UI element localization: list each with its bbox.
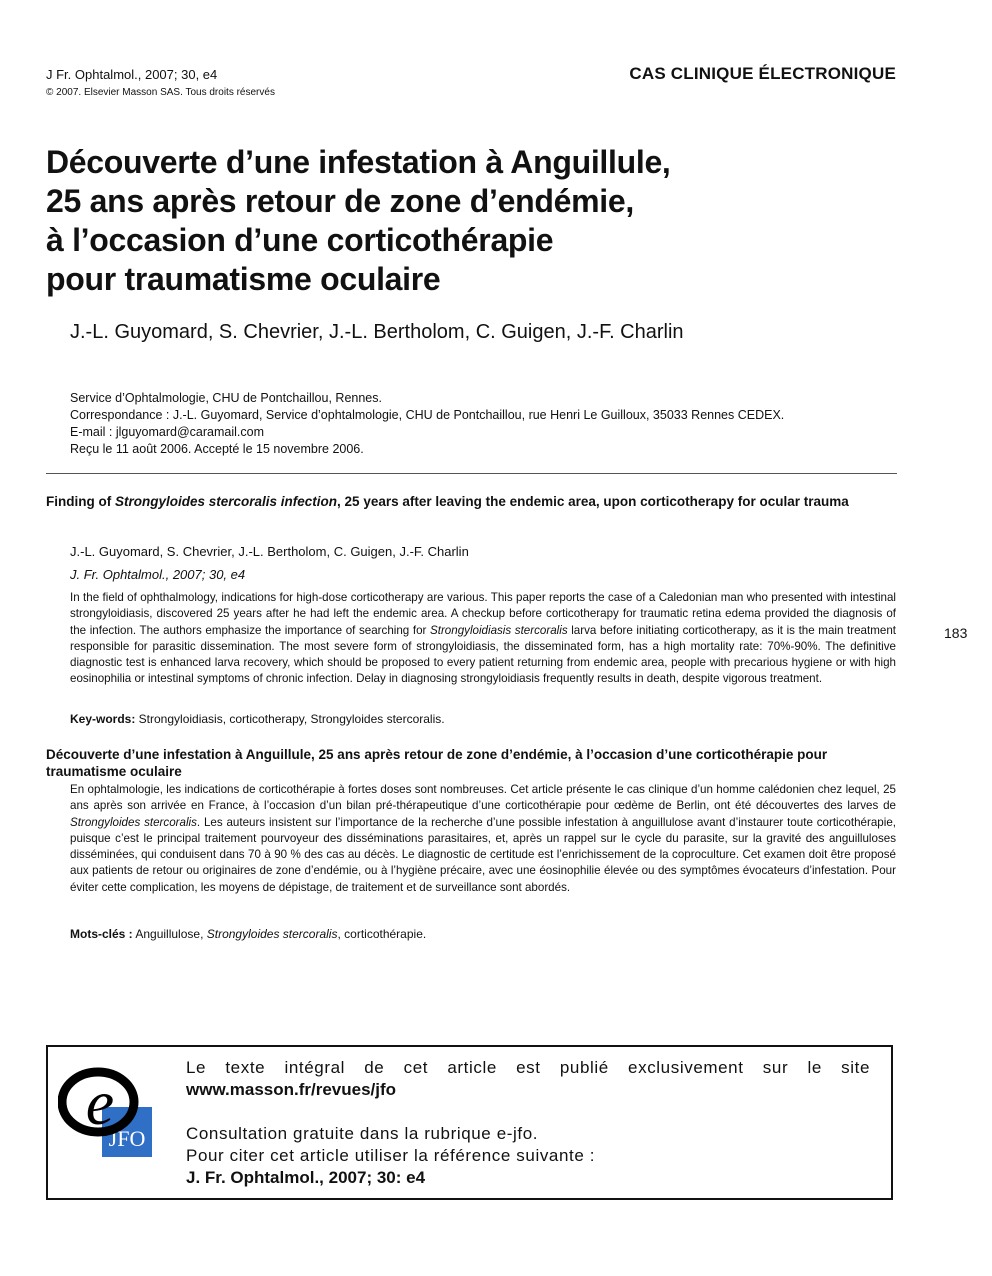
box-line-1: Le texte intégral de cet article est publié exclusivement sur le site [186, 1058, 870, 1077]
affiliation-block [70, 390, 784, 458]
title-line: pour traumatisme oculaire [46, 261, 441, 297]
french-title: Découverte d’une infestation à Anguillule, 25 ans après retour de zone d’endémie, à l’occasion d’une corticothérapie pour traumatisme oculaire [46, 747, 828, 779]
logo-e-letter: e [85, 1067, 115, 1138]
logo-jfo-text: JFO [108, 1126, 146, 1151]
box-line-3: Consultation gratuite dans la rubrique e-jfo. [186, 1124, 539, 1143]
received-dates: Reçu le 11 août 2006. Accepté le 15 novembre 2006. [70, 442, 364, 456]
title-line: Découverte d’une infestation à Anguillule, [46, 144, 671, 180]
box-reference: J. Fr. Ophtalmol., 2007; 30: e4 [186, 1168, 426, 1187]
english-abstract-part-b: larva before initiating corticotherapy, as it is the main treatment responsible for parasitic dissemination. The most severe form of strongyloidiasis, the disseminated form, has a high mortality rate: 70%-90%. The definitive diagnostic test is enhanced larva recovery, which should be proposed to every patient returning from endemic area, people with precarious hygiene or with high eosinophilia or intestinal symptoms of chronic infection. Delay in diagnosing strongyloidiasis frequently results in death, despite vigorous treatment. [70, 623, 896, 686]
page-number: 183 [944, 625, 968, 641]
keywords-label: Key-words: [70, 712, 136, 726]
english-title-post: , 25 years after leaving the endemic area, upon corticotherapy for ocular trauma [337, 494, 849, 509]
title-line: 25 ans après retour de zone d’endémie, [46, 183, 634, 219]
english-abstract-part-a: In the field of ophthalmology, indications for high-dose corticotherapy are various. This paper reports the case of a Caledonian man who presented with intestinal strongyloidiasis, discovered 25 years after he had left the endemic area. A checkup before corticotherapy for traumatic retina edema provided the diagnosis of the infection. The authors emphasize the importance of searching for [70, 591, 896, 637]
box-line-4: Pour citer cet article utiliser la référence suivante : [186, 1146, 596, 1165]
english-title-italic: Strongyloides stercoralis infection [114, 494, 338, 509]
english-abstract-italic: Strongyloidiasis stercoralis [429, 623, 568, 637]
site-link[interactable]: www.masson.fr/revues/jfo [186, 1080, 397, 1099]
english-citation: J. Fr. Ophtalmol., 2007; 30, e4 [70, 567, 246, 582]
copyright-notice: © 2007. Elsevier Masson SAS. Tous droits réservés [46, 87, 275, 98]
journal-citation: J Fr. Ophtalmol., 2007; 30, e4 [46, 67, 218, 82]
english-title [46, 493, 894, 510]
title-line: à l’occasion d’une corticothérapie [46, 222, 554, 258]
english-authors: J.-L. Guyomard, S. Chevrier, J.-L. Bertholom, C. Guigen, J.-F. Charlin [70, 544, 469, 559]
french-abstract-italic: Strongyloides stercoralis [70, 815, 197, 829]
keywords-values: Strongyloidiasis, corticotherapy, Strongyloides stercoralis. [135, 712, 445, 726]
french-abstract-part-a: En ophtalmologie, les indications de corticothérapie à fortes doses sont nombreuses. Cet article présente le cas clinique d’un homme calédonien chez lequel, 25 ans après son arrivée en France, à l’occasion d’un bilan pré-thérapeutique d’une corticothérapie pour œdème de Berlin, ont été découvertes des larves de [70, 783, 896, 813]
section-divider [46, 473, 897, 474]
affiliation-service: Service d’Ophtalmologie, CHU de Pontchaillou, Rennes. [70, 391, 382, 405]
mots-cles-part-a: Anguillulose, [132, 927, 207, 941]
french-abstract [70, 782, 896, 896]
article-rubric: CAS CLINIQUE ÉLECTRONIQUE [629, 64, 896, 83]
english-keywords [70, 711, 445, 727]
e-jfo-logo-icon [58, 1062, 158, 1162]
mots-cles-label: Mots-clés : [70, 927, 133, 941]
email: E-mail : jlguyomard@caramail.com [70, 425, 264, 439]
mots-cles-part-b: , corticothérapie. [337, 927, 427, 941]
english-abstract [70, 590, 896, 688]
box-spacer [186, 1101, 870, 1123]
box-text [186, 1057, 870, 1189]
correspondance: Correspondance : J.-L. Guyomard, Service d’ophtalmologie, CHU de Pontchaillou, rue Henri Le Guilloux, 35033 Rennes CEDEX. [70, 408, 785, 422]
mots-cles-italic: Strongyloides stercoralis [206, 927, 338, 941]
french-abstract-part-b: . Les auteurs insistent sur l’importance de la recherche d’une possible infestation à anguillulose avant d’instaurer toute corticothérapie, puisque c’est le principal traitement pourvoyeur des disséminations parasitaires, et, après un rappel sur le cycle du parasite, sur la gravité des anguilluloses disséminées, qui conduisent dans 70 à 90 % des cas au décès. Le diagnostic de certitude est l’enrichissement de la coproculture. Cet examen doit être proposé aux patients de retour ou originaires de zone d’endémie, ou à l’hygiène précaire, avec une éosinophilie élevée ou des symptômes évocateurs d’infestation. Pour éviter cette complication, les moyens de dépistage, de traitement et de surveillance sont abordés. [70, 815, 896, 894]
author-list: J.-L. Guyomard, S. Chevrier, J.-L. Bertholom, C. Guigen, J.-F. Charlin [70, 321, 684, 343]
english-title-pre: Finding of [46, 494, 115, 509]
french-keywords [70, 926, 426, 942]
article-title [46, 143, 806, 299]
